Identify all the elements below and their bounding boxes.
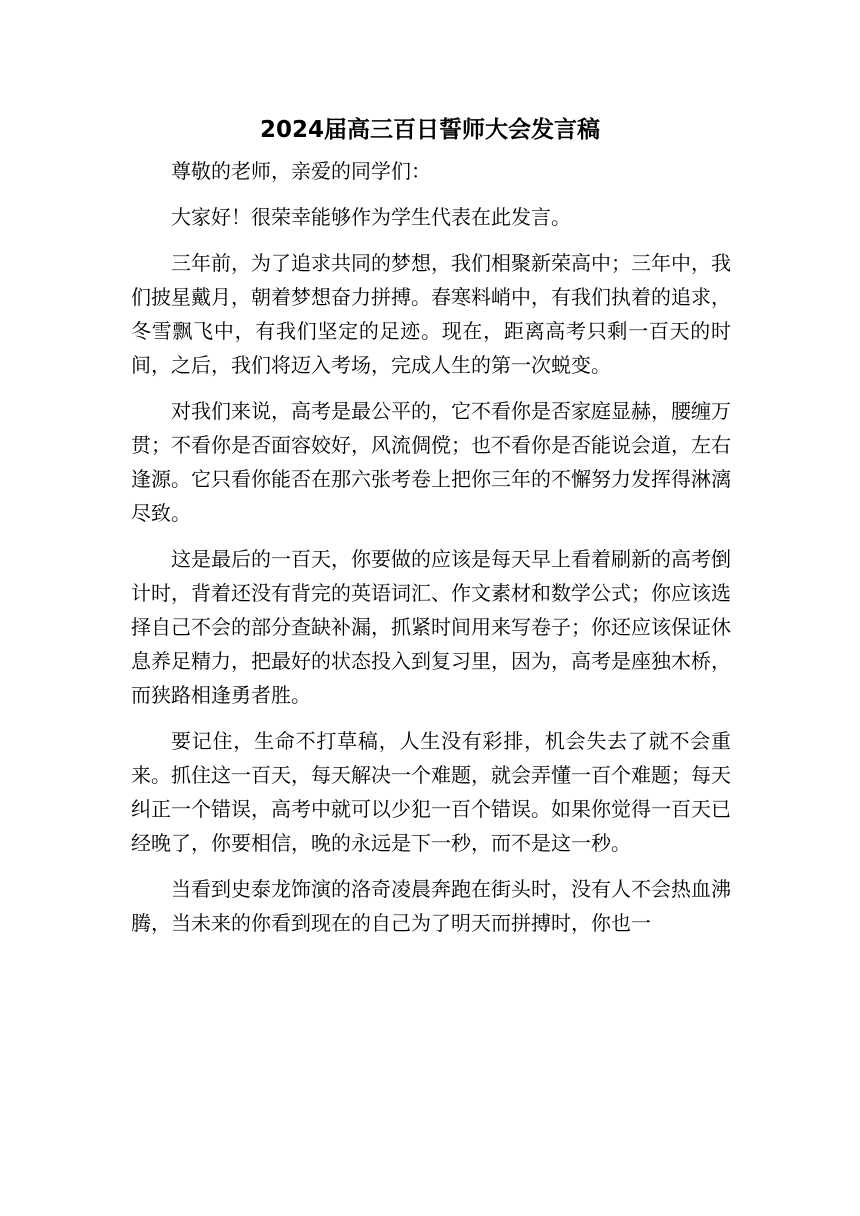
paragraph-fairness: 对我们来说，高考是最公平的，它不看你是否家庭显赫，腰缠万贯；不看你是否面容姣好，风流倜傥；也不看你是否能说会道，左右逢源。它只看你能否在那六张考卷上把你三年的不懈努力发挥得淋漓尽致。 xyxy=(131,399,731,525)
paragraph-last-hundred-days: 这是最后的一百天，你要做的应该是每天早上看着刷新的高考倒计时，背着还没有背完的英语词汇、作文素材和数学公式；你应该选择自己不会的部分查缺补漏，抓紧时间用来写卷子；你还应该保证休息养足精力，把最好的状态投入到复习里，因为，高考是座独木桥，而狭路相逢勇者胜。 xyxy=(131,547,731,707)
paragraph-three-years: 三年前，为了追求共同的梦想，我们相聚新荣高中；三年中，我们披星戴月，朝着梦想奋力拼搏。春寒料峭中，有我们执着的追求，冬雪飘飞中，有我们坚定的足迹。现在，距离高考只剩一百天的时间，之后，我们将迈入考场，完成人生的第一次蜕变。 xyxy=(131,251,731,377)
document-title: 2024届高三百日誓师大会发言稿 xyxy=(259,117,600,143)
document-body xyxy=(131,154,731,952)
paragraph-remember: 要记住，生命不打草稿，人生没有彩排，机会失去了就不会重来。抓住这一百天，每天解决一个难题，就会弄懂一百个难题；每天纠正一个错误，高考中就可以少犯一百个错误。如果你觉得一百天已经晚了，你要相信，晚的永远是下一秒，而不是这一秒。 xyxy=(131,729,731,855)
paragraph-salutation: 尊敬的老师，亲爱的同学们： xyxy=(171,159,431,183)
paragraph-rocky: 当看到史泰龙饰演的洛奇凌晨奔跑在街头时，没有人不会热血沸腾，当未来的你看到现在的自己为了明天而拼搏时，你也一 xyxy=(131,877,731,935)
paragraph-greeting: 大家好！很荣幸能够作为学生代表在此发言。 xyxy=(171,205,571,229)
